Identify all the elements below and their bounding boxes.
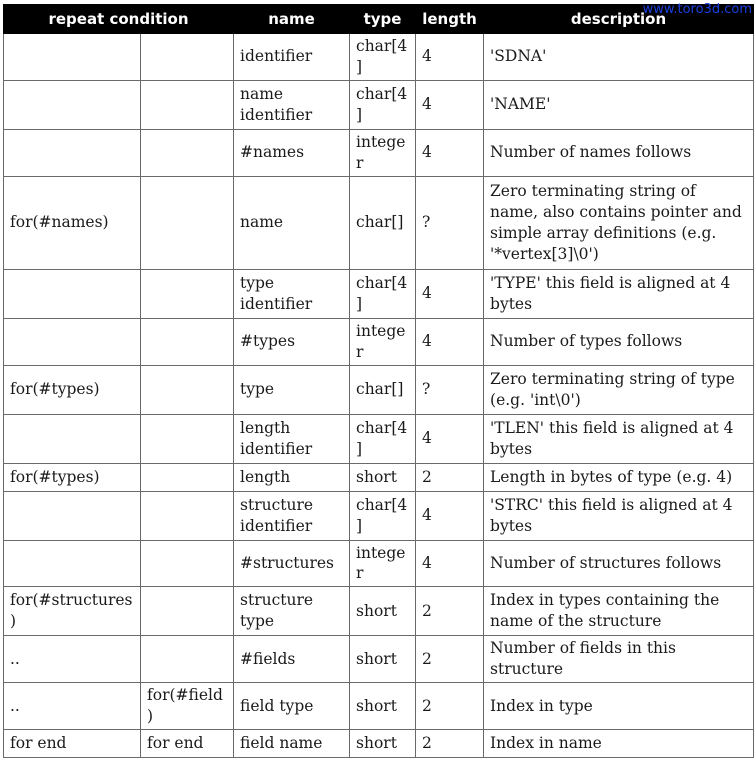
table-row — [4, 730, 754, 758]
cell-condition-inner: for(#field) — [141, 683, 234, 730]
cell-name: #types — [234, 318, 350, 365]
table-row — [4, 636, 754, 683]
cell-length: 2 — [416, 463, 484, 491]
cell-condition-inner — [141, 365, 234, 414]
table-row — [4, 463, 754, 491]
header-length: length — [416, 5, 484, 34]
cell-type: short — [350, 587, 416, 636]
cell-condition-inner — [141, 80, 234, 129]
cell-length: 4 — [416, 318, 484, 365]
cell-name: structure identifier — [234, 491, 350, 540]
table-row — [4, 683, 754, 730]
cell-description: Zero terminating string of name, also contains pointer and simple array definitions (e.g. '*vertex[3]\0') — [484, 176, 754, 269]
cell-condition-outer — [4, 80, 141, 129]
cell-name: length identifier — [234, 414, 350, 463]
cell-type: char[4] — [350, 34, 416, 81]
table-row — [4, 491, 754, 540]
cell-type: char[] — [350, 176, 416, 269]
cell-name: #names — [234, 129, 350, 176]
cell-type: char[4] — [350, 414, 416, 463]
cell-type: char[4] — [350, 269, 416, 318]
cell-condition-outer: for(#structures) — [4, 587, 141, 636]
cell-description: Number of structures follows — [484, 540, 754, 587]
cell-name: name identifier — [234, 80, 350, 129]
cell-condition-outer — [4, 491, 141, 540]
cell-name: #structures — [234, 540, 350, 587]
cell-type: char[] — [350, 365, 416, 414]
cell-description: Length in bytes of type (e.g. 4) — [484, 463, 754, 491]
cell-condition-inner — [141, 587, 234, 636]
cell-condition-inner — [141, 463, 234, 491]
cell-description: 'TLEN' this field is aligned at 4 bytes — [484, 414, 754, 463]
table-row — [4, 414, 754, 463]
cell-condition-inner: for end — [141, 730, 234, 758]
header-row — [4, 5, 754, 34]
cell-name: identifier — [234, 34, 350, 81]
cell-length: 4 — [416, 491, 484, 540]
cell-condition-outer: for end — [4, 730, 141, 758]
cell-condition-inner — [141, 129, 234, 176]
cell-name: name — [234, 176, 350, 269]
cell-condition-outer — [4, 269, 141, 318]
cell-description: Number of types follows — [484, 318, 754, 365]
table-row — [4, 540, 754, 587]
cell-condition-outer — [4, 318, 141, 365]
cell-condition-inner — [141, 318, 234, 365]
header-description: description — [484, 5, 754, 34]
table-row — [4, 587, 754, 636]
cell-type: integer — [350, 318, 416, 365]
cell-name: length — [234, 463, 350, 491]
cell-description: 'STRC' this field is aligned at 4 bytes — [484, 491, 754, 540]
cell-length: 4 — [416, 540, 484, 587]
cell-condition-outer — [4, 129, 141, 176]
cell-condition-inner — [141, 491, 234, 540]
watermark-text: www.toro3d.com — [642, 2, 752, 17]
cell-name: type identifier — [234, 269, 350, 318]
cell-description: 'SDNA' — [484, 34, 754, 81]
cell-description: Index in name — [484, 730, 754, 758]
table-row — [4, 365, 754, 414]
cell-type: integer — [350, 540, 416, 587]
cell-length: 4 — [416, 80, 484, 129]
cell-length: 4 — [416, 269, 484, 318]
cell-name: structure type — [234, 587, 350, 636]
cell-length: ? — [416, 176, 484, 269]
cell-type: short — [350, 730, 416, 758]
cell-name: #fields — [234, 636, 350, 683]
table-row — [4, 176, 754, 269]
table-row — [4, 80, 754, 129]
cell-condition-outer: .. — [4, 636, 141, 683]
sdna-structure-table — [3, 4, 754, 758]
cell-description: 'TYPE' this field is aligned at 4 bytes — [484, 269, 754, 318]
table-row — [4, 34, 754, 81]
cell-description: 'NAME' — [484, 80, 754, 129]
cell-description: Number of names follows — [484, 129, 754, 176]
cell-condition-outer: for(#names) — [4, 176, 141, 269]
cell-description: Zero terminating string of type (e.g. 'int\0') — [484, 365, 754, 414]
cell-length: ? — [416, 365, 484, 414]
cell-condition-inner — [141, 414, 234, 463]
table-row — [4, 129, 754, 176]
cell-condition-outer: .. — [4, 683, 141, 730]
cell-length: 2 — [416, 587, 484, 636]
cell-length: 2 — [416, 636, 484, 683]
cell-condition-outer: for(#types) — [4, 463, 141, 491]
cell-length: 2 — [416, 730, 484, 758]
cell-type: integer — [350, 129, 416, 176]
cell-description: Index in type — [484, 683, 754, 730]
cell-name: field name — [234, 730, 350, 758]
header-repeat-condition: repeat condition — [4, 5, 234, 34]
cell-length: 4 — [416, 414, 484, 463]
cell-length: 4 — [416, 129, 484, 176]
cell-length: 4 — [416, 34, 484, 81]
cell-condition-outer: for(#types) — [4, 365, 141, 414]
table-row — [4, 269, 754, 318]
cell-length: 2 — [416, 683, 484, 730]
cell-name: field type — [234, 683, 350, 730]
cell-condition-inner — [141, 269, 234, 318]
cell-type: char[4] — [350, 80, 416, 129]
cell-type: char[4] — [350, 491, 416, 540]
cell-type: short — [350, 636, 416, 683]
header-type: type — [350, 5, 416, 34]
cell-condition-inner — [141, 34, 234, 81]
cell-condition-inner — [141, 540, 234, 587]
cell-name: type — [234, 365, 350, 414]
table-row — [4, 318, 754, 365]
cell-condition-outer — [4, 414, 141, 463]
cell-type: short — [350, 463, 416, 491]
cell-condition-outer — [4, 540, 141, 587]
cell-type: short — [350, 683, 416, 730]
cell-description: Number of fields in this structure — [484, 636, 754, 683]
cell-condition-inner — [141, 176, 234, 269]
header-name: name — [234, 5, 350, 34]
cell-condition-inner — [141, 636, 234, 683]
cell-condition-outer — [4, 34, 141, 81]
cell-description: Index in types containing the name of the structure — [484, 587, 754, 636]
